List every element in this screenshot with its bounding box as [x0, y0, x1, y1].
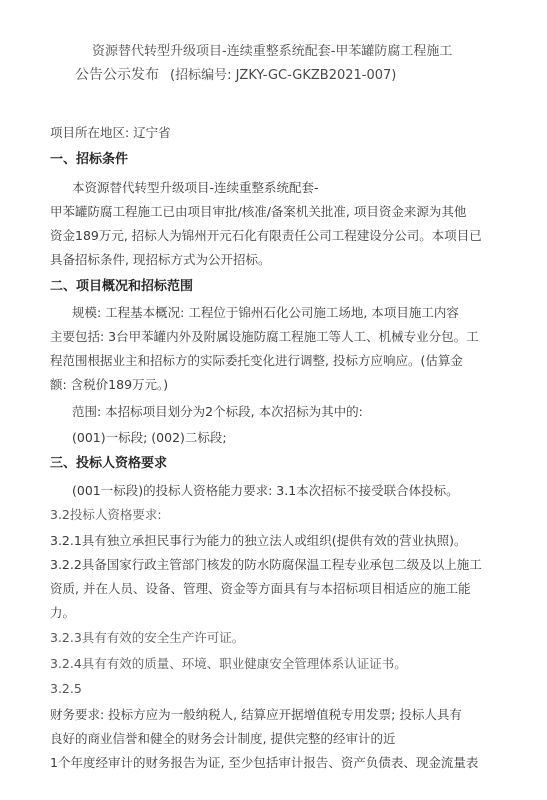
- section3-line: 3.2.4具有有效的质量、环境、职业健康安全管理体系认证证书。: [50, 656, 407, 671]
- section1-heading: 一、招标条件: [50, 152, 129, 167]
- project-location: 项目所在地区: 辽宁省: [50, 125, 171, 140]
- section3-line: 3.2.5: [50, 681, 82, 696]
- section2-line: 范围: 本招标项目划分为2个标段, 本次招标为其中的:: [72, 404, 363, 419]
- tender-code: (招标编号: JZKY-GC-GKZB2021-007): [170, 68, 397, 83]
- section3-line: 良好的商业信誉和健全的财务会计制度, 提供完整的经审计的近: [50, 731, 396, 746]
- section3-line: (001一标段)的投标人资格能力要求: 3.1本次招标不接受联合体投标。: [72, 483, 459, 498]
- section2-line: 程范围根据业主和招标方的实际委托变化进行调整, 投标方应响应。(估算金: [50, 353, 463, 368]
- section1-line: 资金189万元, 招标人为锦州开元石化有限责任公司工程建设分公司。本项目已: [50, 228, 482, 243]
- section3-line: 3.2投标人资格要求:: [50, 507, 162, 522]
- section1-line: 甲苯罐防腐工程施工已由项目审批/核准/备案机关批准, 项目资金来源为其他: [50, 204, 467, 219]
- section2-heading: 二、项目概况和招标范围: [50, 279, 194, 294]
- section2-line: 规模: 工程基本概况: 工程位于锦州石化公司施工场地, 本项目施工内容: [72, 305, 459, 320]
- section3-line: 力。: [50, 605, 76, 620]
- section2-line: (001)一标段; (002)二标段;: [72, 430, 227, 445]
- section2-line: 额: 含税价189万元。): [50, 377, 169, 392]
- doc-title-prefix: 公告公示发布: [75, 67, 159, 83]
- section3-line: 3.2.2具备国家行政主管部门核发的防水防腐保温工程专业承包二级及以上施工: [50, 557, 482, 572]
- section3-line: 3.2.1具有独立承担民事行为能力的独立法人或组织(提供有效的营业执照)。: [50, 533, 467, 548]
- section3-line: 1个年度经审计的财务报告为证, 至少包括审计报告、资产负债表、现金流量表: [50, 755, 479, 770]
- section3-line: 财务要求: 投标方应为一般纳税人, 结算应开据增值税专用发票; 投标人具有: [50, 707, 462, 722]
- section3-line: 3.2.3具有有效的安全生产许可证。: [50, 630, 245, 645]
- section3-line: 资质, 并在人员、设备、管理、资金等方面具有与本招标项目相适应的施工能: [50, 581, 471, 596]
- section1-line: 具备招标条件, 现招标方式为公开招标。: [50, 252, 271, 267]
- section2-line: 主要包括: 3台甲苯罐内外及附属设施防腐工程施工等人工、机械专业分包。工: [50, 329, 479, 344]
- section1-line: 本资源替代转型升级项目-连续重整系统配套-: [72, 180, 319, 195]
- section3-heading: 三、投标人资格要求: [50, 456, 168, 471]
- doc-title-line1: 资源替代转型升级项目-连续重整系统配套-甲苯罐防腐工程施工: [92, 44, 453, 59]
